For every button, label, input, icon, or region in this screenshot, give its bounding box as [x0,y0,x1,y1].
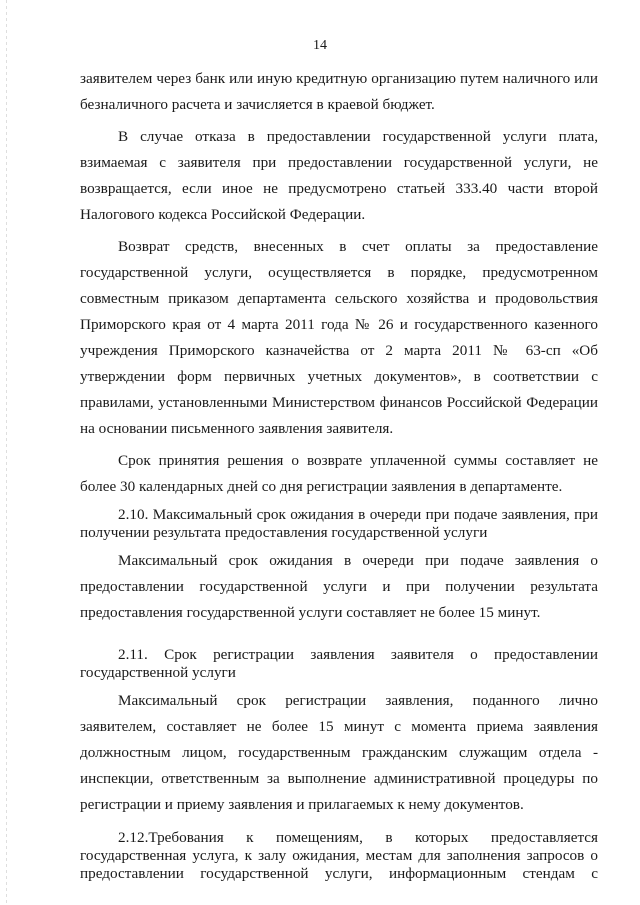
paragraph-refund-procedure: Возврат средств, внесенных в счет оплаты за предоставление государственной услуги, осуществляется в порядке, предусмотренном совместным приказом департамента сельского хозяйства и продовольствия Приморского края от 4 марта 2011 года № 26 и государственного казенного учреждения Приморского казначейства от 2 марта 2011 № 63-сп «Об утверждении форм первичных учетных документов», в соответствии с правилами, установленными Министерством финансов Российской Федерации на основании письменного заявления заявителя. [80,238,598,437]
paragraph-queue-wait: Максимальный срок ожидания в очереди при подаче заявления о предоставлении государственной услуги и при получении результата предоставления государственной услуги составляет не более 15 минут. [80,552,598,621]
document-body [80,66,598,883]
page-number: 14 [313,38,327,53]
paragraph-refusal-fee: В случае отказа в предоставлении государственной услуги плата, взимаемая с заявителя при предоставлении государственной услуги, не возвращается, если иное не предусмотрено статьей 333.40 части второй Налогового кодекса Российской Федерации. [80,128,598,223]
section-heading-2-10: 2.10. Максимальный срок ожидания в очереди при подаче заявления, при получении результата предоставления государственной услуги [80,506,598,541]
paragraph-payment-continuation: заявителем через банк или иную кредитную организацию путем наличного или безналичного расчета и зачисляется в краевой бюджет. [80,70,598,113]
paragraph-refund-deadline: Срок принятия решения о возврате уплаченной суммы составляет не более 30 календарных дней со дня регистрации заявления в департаменте. [80,452,598,495]
section-heading-2-11: 2.11. Срок регистрации заявления заявителя о предоставлении государственной услуги [80,646,598,681]
section-heading-2-12: 2.12.Требования к помещениям, в которых предоставляется государственная услуга, к залу ожидания, местам для заполнения запросов о предоставлении государственной услуги, информационным стендам с [80,829,598,882]
scan-edge-artifact [6,0,7,905]
paragraph-registration-time: Максимальный срок регистрации заявления, поданного лично заявителем, составляет не более 15 минут с момента приема заявления должностным лицом, государственным гражданским служащим отдела - инспекции, ответственным за выполнение административной процедуры по регистрации и приему заявления и прилагаемых к нему документов. [80,692,598,813]
